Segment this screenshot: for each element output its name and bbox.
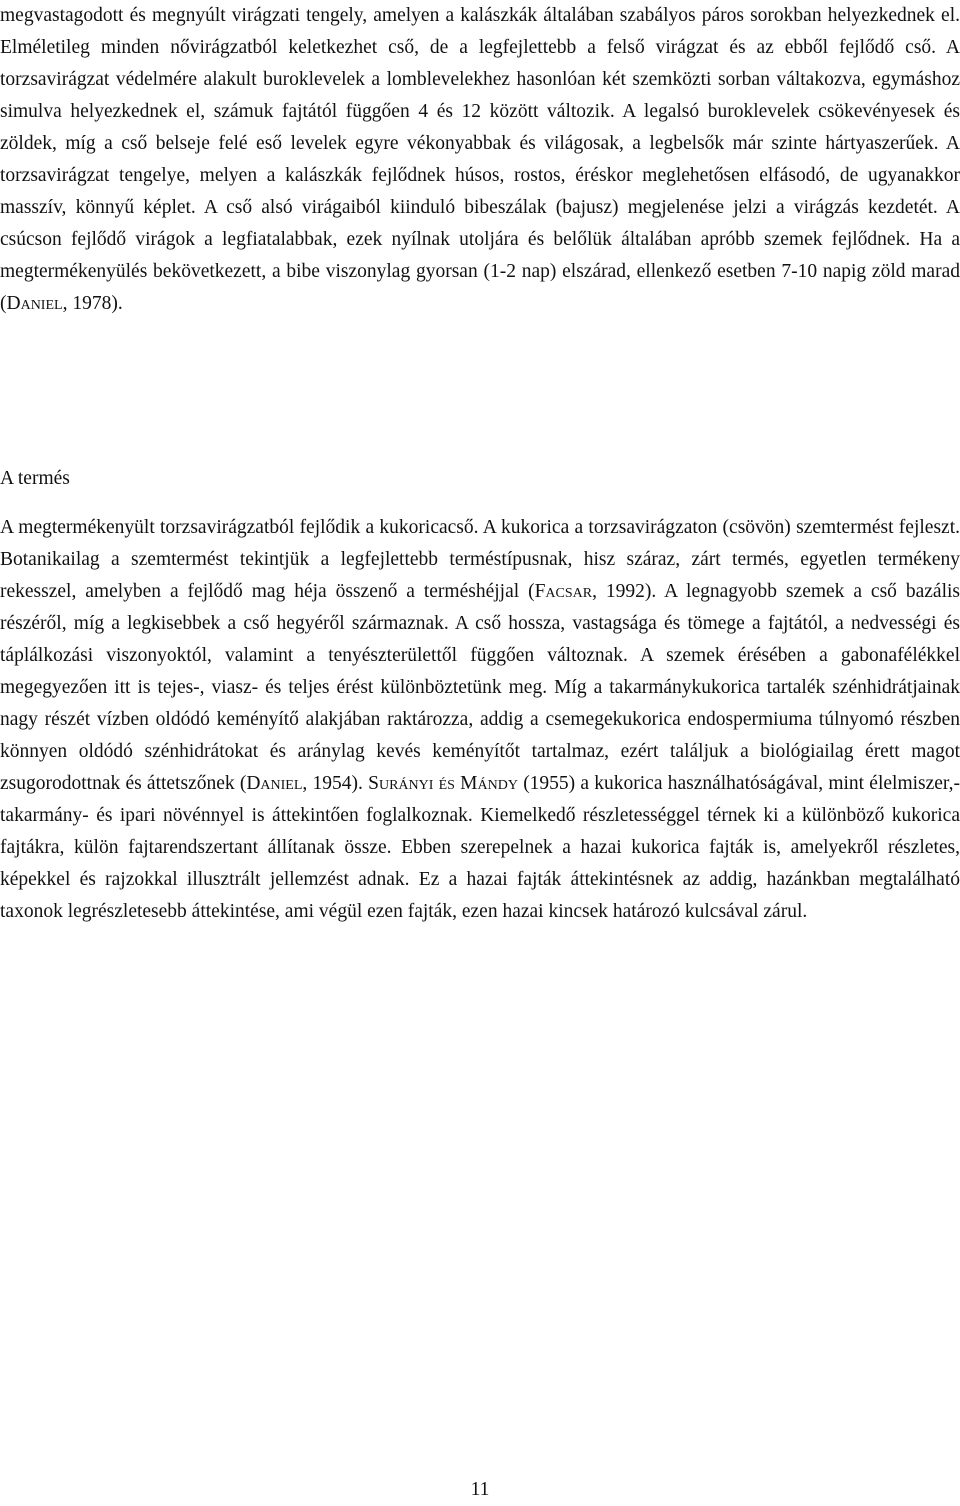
paragraph-text: (1955) a kukorica használhatóságával, mint élelmiszer,- takarmány- és ipari növénnyel is áttekintően foglalkoznak. Kiemelkedő részletességgel térnek ki a különböző kukorica fajtákra, külön fajtarendszertant állítanak össze. Ebben szerepelnek a hazai kukorica fajták is, amelyekről részletes, képekkel és rajzokkal illusztrált jellemzést adnak. Ez a hazai fajták áttekintésnek az addig, hazánkban megtalálható taxonok legrészletesebb áttekintése, ami végül ezen fajták, ezen hazai kincsek határozó kulcsával zárul. bbox=[0, 773, 960, 922]
body-paragraph-2 bbox=[0, 512, 960, 928]
page-number: 11 bbox=[470, 1479, 490, 1500]
body-paragraph-1 bbox=[0, 0, 960, 320]
citation-author: Daniel bbox=[246, 773, 303, 794]
citation-author: Daniel bbox=[6, 293, 63, 314]
paragraph-text: A megtermékenyült torzsavirágzatból fejlődik a kukoricacső. A kukorica a torzsavirágzaton (csövön) szemtermést fejleszt. Botanikailag a szemtermést tekintjük a legfejlettebb terméstípusnak, hisz száraz, zárt termés, egyetlen termékeny rekesszel, amelyben a fejlődő mag héja összenő a terméshéjjal ( bbox=[0, 517, 960, 602]
paragraph-text: megvastagodott és megnyúlt virágzati tengely, amelyen a kalászkák általában szabályos páros sorokban helyezkednek el. Elméletileg minden nővirágzatból keletkezhet cső, de a legfejlettebb a felső virágzat és az ebből fejlődő cső. A torzsavirágzat védelmére alakult buroklevelek a lomblevelekhez hasonlóan két szemközti sorban váltakozva, egymáshoz simulva helyezkednek el, számuk fajtától függően 4 és 12 között változik. A legalsó buroklevelek csökevényesek és zöldek, míg a cső belseje felé eső levelek egyre vékonyabbak és világosak, a legbelsők már szinte hártyaszerűek. A torzsavirágzat tengelye, melyen a kalászkák fejlődnek húsos, rostos, éréskor meglehetősen elfásodó, de ugyanakkor masszív, könnyű képlet. A cső alsó virágaiból kiinduló bibeszálak (bajusz) megjelenése jelzi a virágzás kezdetét. A csúcson fejlődő virágok a legfiatalabbak, ezek nyílnak utoljára és belőlük általában apróbb szemek fejlődnek. Ha a megtermékenyülés bekövetkezett, a bibe viszonylag gyorsan (1-2 nap) elszárad, ellenkező esetben 7-10 napig zöld marad ( bbox=[0, 5, 960, 314]
section-heading: A termés bbox=[0, 468, 70, 489]
citation-author: Facsar bbox=[534, 581, 593, 602]
paragraph-text: , 1978). bbox=[62, 293, 123, 314]
paragraph-text: , 1954). bbox=[302, 773, 369, 794]
paragraph-text: , 1992). A legnagyobb szemek a cső bazális részéről, míg a legkisebbek a cső hegyéről származnak. A cső hossza, vastagsága és tömege a fajtától, a nedvességi és táplálkozási viszonyoktól, valamint a tenyészterülettől függően változnak. A szemek érésében a gabonafélékkel megegyezően itt is tejes-, viasz- és teljes érést különböztetünk meg. Míg a takarmánykukorica tartalék szénhidrátjainak nagy részét vízben oldódó keményítő alakjában raktározza, addig a csemegekukorica endospermiuma túlnyomó részben könnyen oldódó szénhidrátokat és aránylag kevés keményítőt tartalmaz, ezért találjuk a biológiailag érett magot zsugorodottnak és áttetszőnek ( bbox=[0, 581, 960, 794]
citation-author: Surányi és Mándy bbox=[368, 773, 518, 794]
